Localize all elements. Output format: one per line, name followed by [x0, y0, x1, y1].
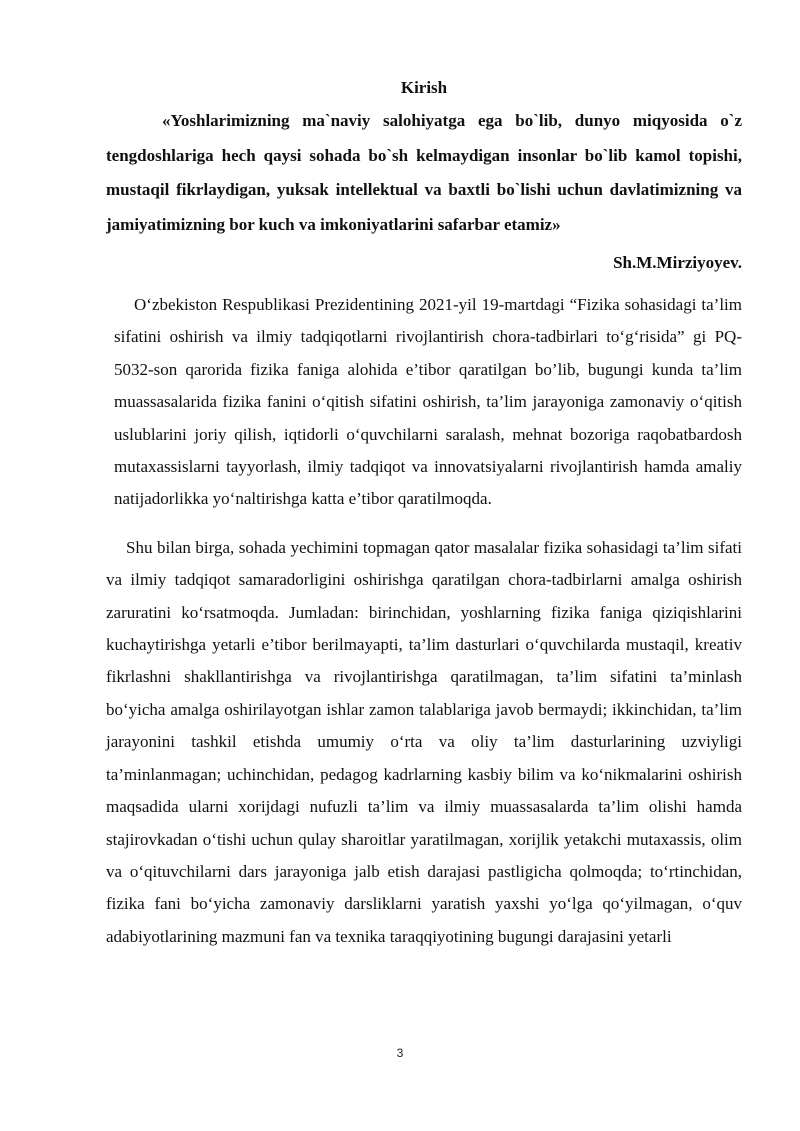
page-title: Kirish	[400, 78, 448, 97]
document-page	[106, 76, 742, 953]
epigraph-quote: «Yoshlarimizning ma`naviy salohiyatga ega bo`lib, dunyo miqyosida o`z tengdoshlariga hech qaysi sohada bo`sh kelmaydigan insonlar bo`lib kamol topishi, mustaqil fikrlaydigan, yuksak intellektual va baxtli bo`lishi uchun davlatimizning va jamiyatimizning bor kuch va imkoniyatlarini safarbar etamiz»	[106, 111, 742, 234]
epigraph-author: Sh.M.Mirziyoyev.	[613, 253, 742, 272]
page-number: 3	[396, 1046, 404, 1060]
body-paragraph-2: Shu bilan birga, sohada yechimini topmagan qator masalalar fizika sohasidagi ta’lim sifati va ilmiy tadqiqot samaradorligini oshirishga qaratilgan chora-tadbirlarni amalga oshirish zaruratini ko‘rsatmoqda. Jumladan: birinchidan, yoshlarning fizika faniga qiziqishlarini kuchaytirishga yetarli e’tibor berilmayapti, ta’lim dasturlari o‘quvchilarda mustaqil, kreativ fikrlashni shakllantirishga va rivojlantirishga qaratilmagan, ta’lim sifatini ta’minlash bo‘yicha amalga oshirilayotgan ishlar zamon talablariga javob bermaydi; ikkinchidan, ta’lim jarayonini tashkil etishda umumiy o‘rta va oliy ta’lim dasturlarining uzviyligi ta’minlanmagan; uchinchidan, pedagog kadrlarning kasbiy bilim va ko‘nikmalarini oshirish maqsadida ularni xorijdagi nufuzli ta’lim va ilmiy muassasalarda ta’lim olishi hamda stajirovkadan o‘tishi uchun qulay sharoitlar yaratilmagan, xorijlik yetakchi mutaxassis, olim va o‘qituvchilarni dars jarayoniga jalb etish darajasi pastligicha qolmoqda; to‘rtinchidan, fizika fani bo‘yicha zamonaviy darsliklarni yaratish yaxshi yo‘lga qo‘yilmagan, o‘quv adabiyotlarining mazmuni fan va texnika taraqqiyotining bugungi darajasini yetarli	[106, 537, 742, 946]
body-paragraph-1: O‘zbekiston Respublikasi Prezidentining 2021-yil 19-martdagi “Fizika sohasidagi ta’lim sifatini oshirish va ilmiy tadqiqotlarni rivojlantirish chora-tadbirlari to‘g‘risida” gi PQ-5032-son qarorida fizika faniga alohida e’tibor qaratilgan bo’lib, bugungi kunda ta’lim muassasalarida fizika fanini o‘qitish sifatini oshirish, ta’lim jarayoniga zamonaviy o‘qitish uslublarini joriy qilish, iqtidorli o‘quvchilarni saralash, mehnat bozoriga raqobatbardosh mutaxassislarni tayyorlash, ilmiy tadqiqot va innovatsiyalarni rivojlantirish hamda amaliy natijadorlikka yo‘naltirishga katta e’tibor qaratilmoqda.	[114, 295, 742, 509]
